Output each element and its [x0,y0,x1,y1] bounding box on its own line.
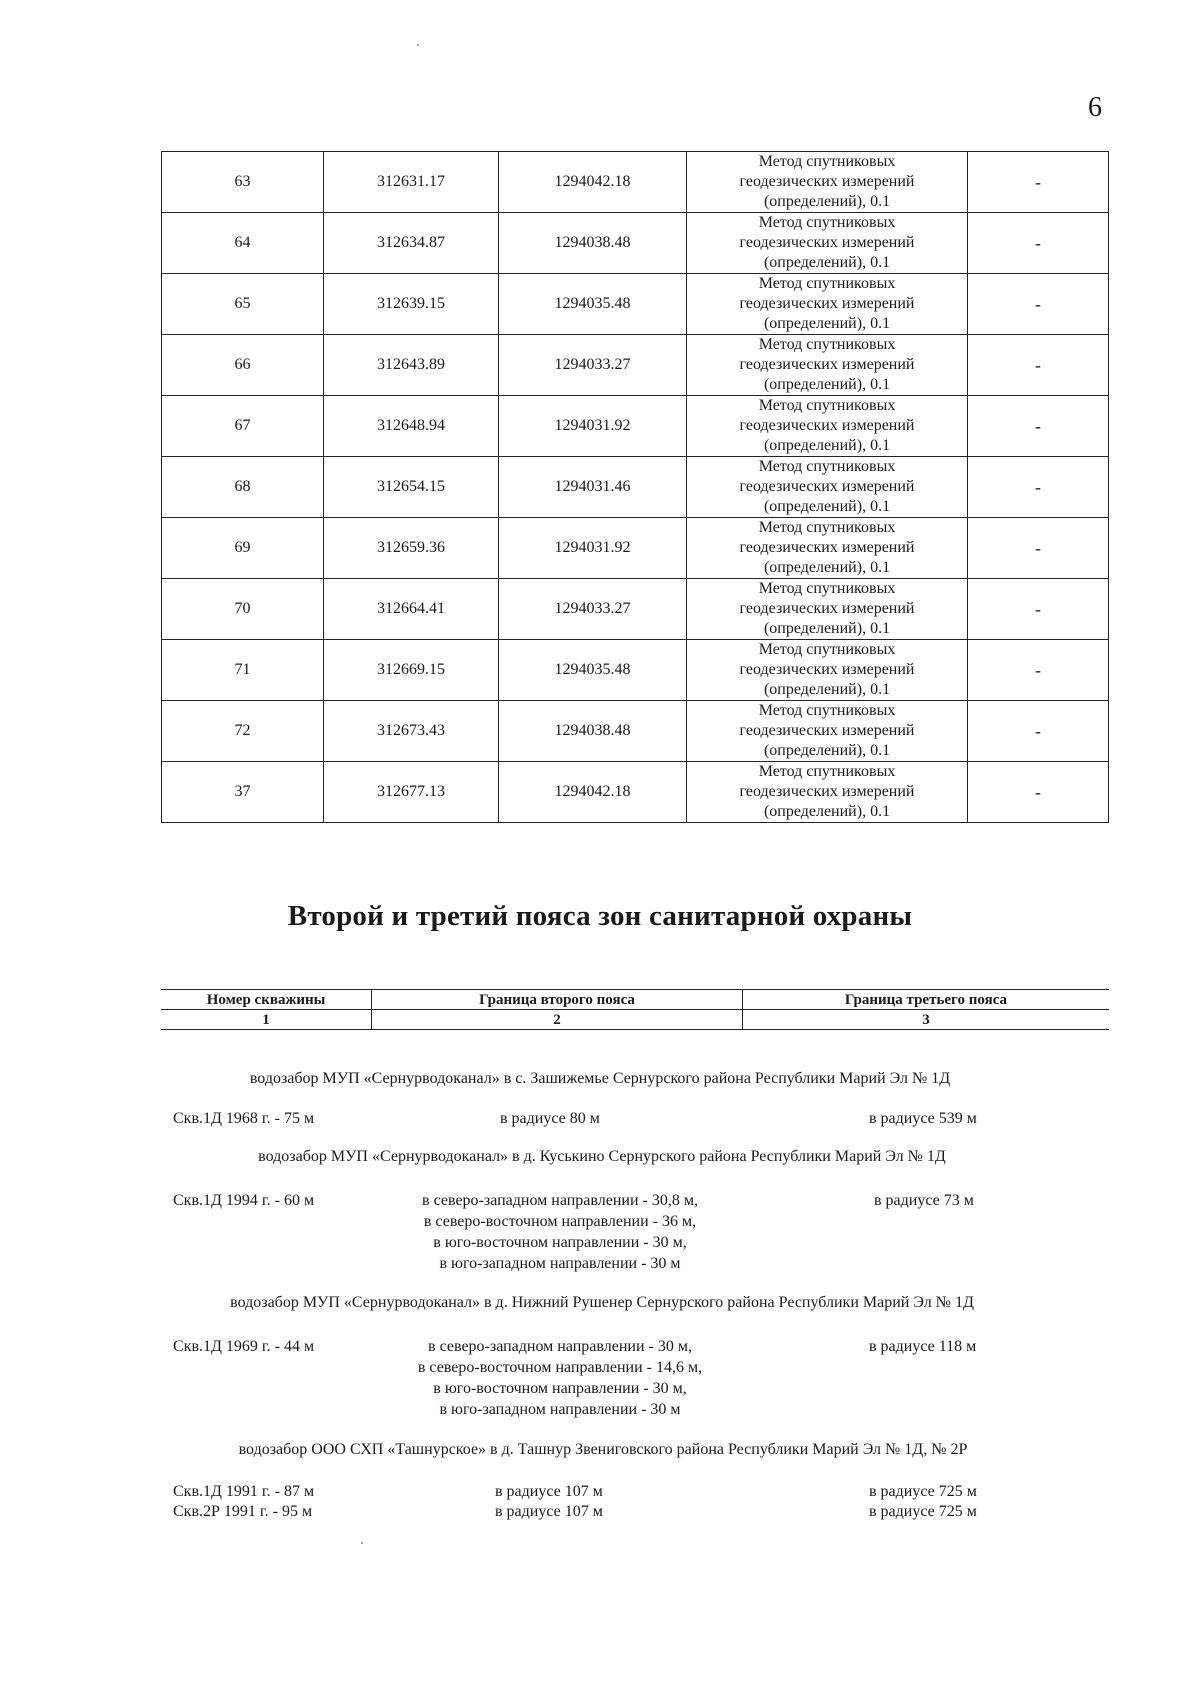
coordinate-y: 1294042.18 [499,762,687,823]
well-label: Скв.1Д 1968 г. - 75 м [173,1110,315,1127]
second-zone-line: в северо-западном направлении - 30 м, [428,1338,692,1355]
point-note: - [968,396,1109,457]
coordinate-x: 312631.17 [324,152,499,213]
scan-speck [361,1542,363,1544]
coordinate-y: 1294031.46 [499,457,687,518]
method-line: (определений), 0.1 [763,620,891,637]
zones-header-row [161,990,1109,1010]
method-line: Метод спутниковых [758,763,896,780]
method-line: (определений), 0.1 [763,254,891,271]
point-number: 66 [162,335,324,396]
method-line: геодезических измерений [739,356,915,373]
intake-title: водозабор МУП «Сернурводоканал» в с. Зашижемье Сернурского района Республики Марий Эл № 1Д [249,1070,951,1087]
method-line: геодезических измерений [739,539,915,556]
method-line: (определений), 0.1 [763,437,891,454]
method-line: геодезических измерений [739,173,915,190]
coordinate-x: 312673.43 [324,701,499,762]
coordinate-x: 312639.15 [324,274,499,335]
point-number: 69 [162,518,324,579]
point-number: 71 [162,640,324,701]
column-number-2: 2 [372,1010,743,1030]
point-note: - [968,274,1109,335]
coordinate-x: 312659.36 [324,518,499,579]
second-zone-line: в северо-восточном направлении - 36 м, [423,1213,697,1230]
method-line: Метод спутниковых [758,275,896,292]
coordinate-x: 312648.94 [324,396,499,457]
header-third-zone: Граница третьего пояса [743,990,1110,1010]
well-label: Скв.1Д 1994 г. - 60 м [173,1192,315,1209]
point-number: 65 [162,274,324,335]
coordinates-table [161,151,1109,823]
method-description [687,152,968,213]
method-line: геодезических измерений [739,722,915,739]
second-zone-boundary [390,1336,730,1420]
header-second-zone: Граница второго пояса [372,990,743,1010]
method-line: (определений), 0.1 [763,559,891,576]
method-line: Метод спутниковых [758,397,896,414]
method-line: Метод спутниковых [758,702,896,719]
page-number: 6 [1088,92,1102,123]
point-number: 68 [162,457,324,518]
point-note: - [968,701,1109,762]
method-line: (определений), 0.1 [763,742,891,759]
table-row [162,640,1109,701]
method-description [687,518,968,579]
method-line: геодезических измерений [739,234,915,251]
method-description [687,762,968,823]
point-note: - [968,335,1109,396]
method-line: Метод спутниковых [758,336,896,353]
method-line: геодезических измерений [739,661,915,678]
zones-table-header [161,989,1109,1030]
second-zone-line: в северо-восточном направлении - 14,6 м, [417,1359,703,1376]
point-note: - [968,640,1109,701]
second-zone-boundary: в радиусе 80 м [500,1110,600,1127]
method-line: (определений), 0.1 [763,681,891,698]
second-zone-boundary [390,1190,730,1274]
point-note: - [968,152,1109,213]
method-description [687,640,968,701]
third-zone-boundary: в радиусе 725 м [869,1483,977,1500]
zones-column-numbers-row [161,1010,1109,1030]
method-line: (определений), 0.1 [763,498,891,515]
point-note: - [968,579,1109,640]
point-number: 67 [162,396,324,457]
table-row [162,579,1109,640]
table-row [162,213,1109,274]
point-note: - [968,762,1109,823]
table-row [162,396,1109,457]
point-note: - [968,213,1109,274]
second-zone-line: в юго-восточном направлении - 30 м, [433,1234,687,1251]
method-description [687,457,968,518]
scan-speck [417,44,419,46]
well-label: Скв.1Д 1991 г. - 87 м [173,1483,315,1500]
intake-title: водозабор МУП «Сернурводоканал» в д. Куськино Сернурского района Республики Марий Эл № 1Д [258,1148,946,1165]
point-note: - [968,518,1109,579]
table-row [162,152,1109,213]
method-line: Метод спутниковых [758,580,896,597]
second-zone-line: в юго-западном направлении - 30 м [439,1401,681,1418]
second-zone-line: в юго-западном направлении - 30 м [439,1255,681,1272]
second-zone-line: в северо-западном направлении - 30,8 м, [422,1192,698,1209]
method-line: (определений), 0.1 [763,193,891,210]
method-line: Метод спутниковых [758,641,896,658]
table-row [162,701,1109,762]
table-row [162,457,1109,518]
coordinate-x: 312677.13 [324,762,499,823]
coordinate-x: 312664.41 [324,579,499,640]
coordinate-x: 312669.15 [324,640,499,701]
coordinate-y: 1294038.48 [499,701,687,762]
method-description [687,396,968,457]
header-well-number: Номер скважины [161,990,372,1010]
method-line: (определений), 0.1 [763,315,891,332]
method-description [687,213,968,274]
third-zone-boundary: в радиусе 73 м [874,1192,974,1209]
method-description [687,274,968,335]
well-label: Скв.2Р 1991 г. - 95 м [173,1503,313,1520]
coordinates-table-body [162,152,1109,823]
coordinate-y: 1294031.92 [499,518,687,579]
coordinate-x: 312643.89 [324,335,499,396]
method-line: Метод спутниковых [758,214,896,231]
point-number: 63 [162,152,324,213]
second-zone-boundary: в радиусе 107 м [495,1503,603,1520]
point-number: 64 [162,213,324,274]
second-zone-boundary: в радиусе 107 м [495,1483,603,1500]
coordinate-x: 312654.15 [324,457,499,518]
method-line: геодезических измерений [739,600,915,617]
point-number: 70 [162,579,324,640]
point-number: 37 [162,762,324,823]
method-line: Метод спутниковых [758,519,896,536]
method-line: Метод спутниковых [758,153,896,170]
coordinate-x: 312634.87 [324,213,499,274]
coordinate-y: 1294042.18 [499,152,687,213]
coordinate-y: 1294035.48 [499,640,687,701]
intake-title: водозабор ООО СХП «Ташнурское» в д. Ташнур Звениговского района Республики Марий Эл № 1Д, № 2Р [238,1441,968,1458]
second-zone-line: в юго-восточном направлении - 30 м, [433,1380,687,1397]
method-line: геодезических измерений [739,417,915,434]
well-label: Скв.1Д 1969 г. - 44 м [173,1338,315,1355]
third-zone-boundary: в радиусе 539 м [869,1110,977,1127]
column-number-3: 3 [743,1010,1110,1030]
coordinate-y: 1294031.92 [499,396,687,457]
method-line: геодезических измерений [739,478,915,495]
intake-title: водозабор МУП «Сернурводоканал» в д. Нижний Рушенер Сернурского района Республики Марий Эл № 1Д [230,1294,974,1311]
third-zone-boundary: в радиусе 725 м [869,1503,977,1520]
third-zone-boundary: в радиусе 118 м [869,1338,977,1355]
method-line: геодезических измерений [739,295,915,312]
point-number: 72 [162,701,324,762]
point-note: - [968,457,1109,518]
method-line: (определений), 0.1 [763,376,891,393]
method-description [687,579,968,640]
table-row [162,274,1109,335]
table-row [162,762,1109,823]
table-row [162,335,1109,396]
method-description [687,701,968,762]
method-line: (определений), 0.1 [763,803,891,820]
coordinate-y: 1294033.27 [499,579,687,640]
method-description [687,335,968,396]
method-line: геодезических измерений [739,783,915,800]
coordinate-y: 1294038.48 [499,213,687,274]
coordinate-y: 1294035.48 [499,274,687,335]
section-title: Второй и третий пояса зон санитарной охраны [287,900,913,932]
coordinate-y: 1294033.27 [499,335,687,396]
method-line: Метод спутниковых [758,458,896,475]
table-row [162,518,1109,579]
column-number-1: 1 [161,1010,372,1030]
